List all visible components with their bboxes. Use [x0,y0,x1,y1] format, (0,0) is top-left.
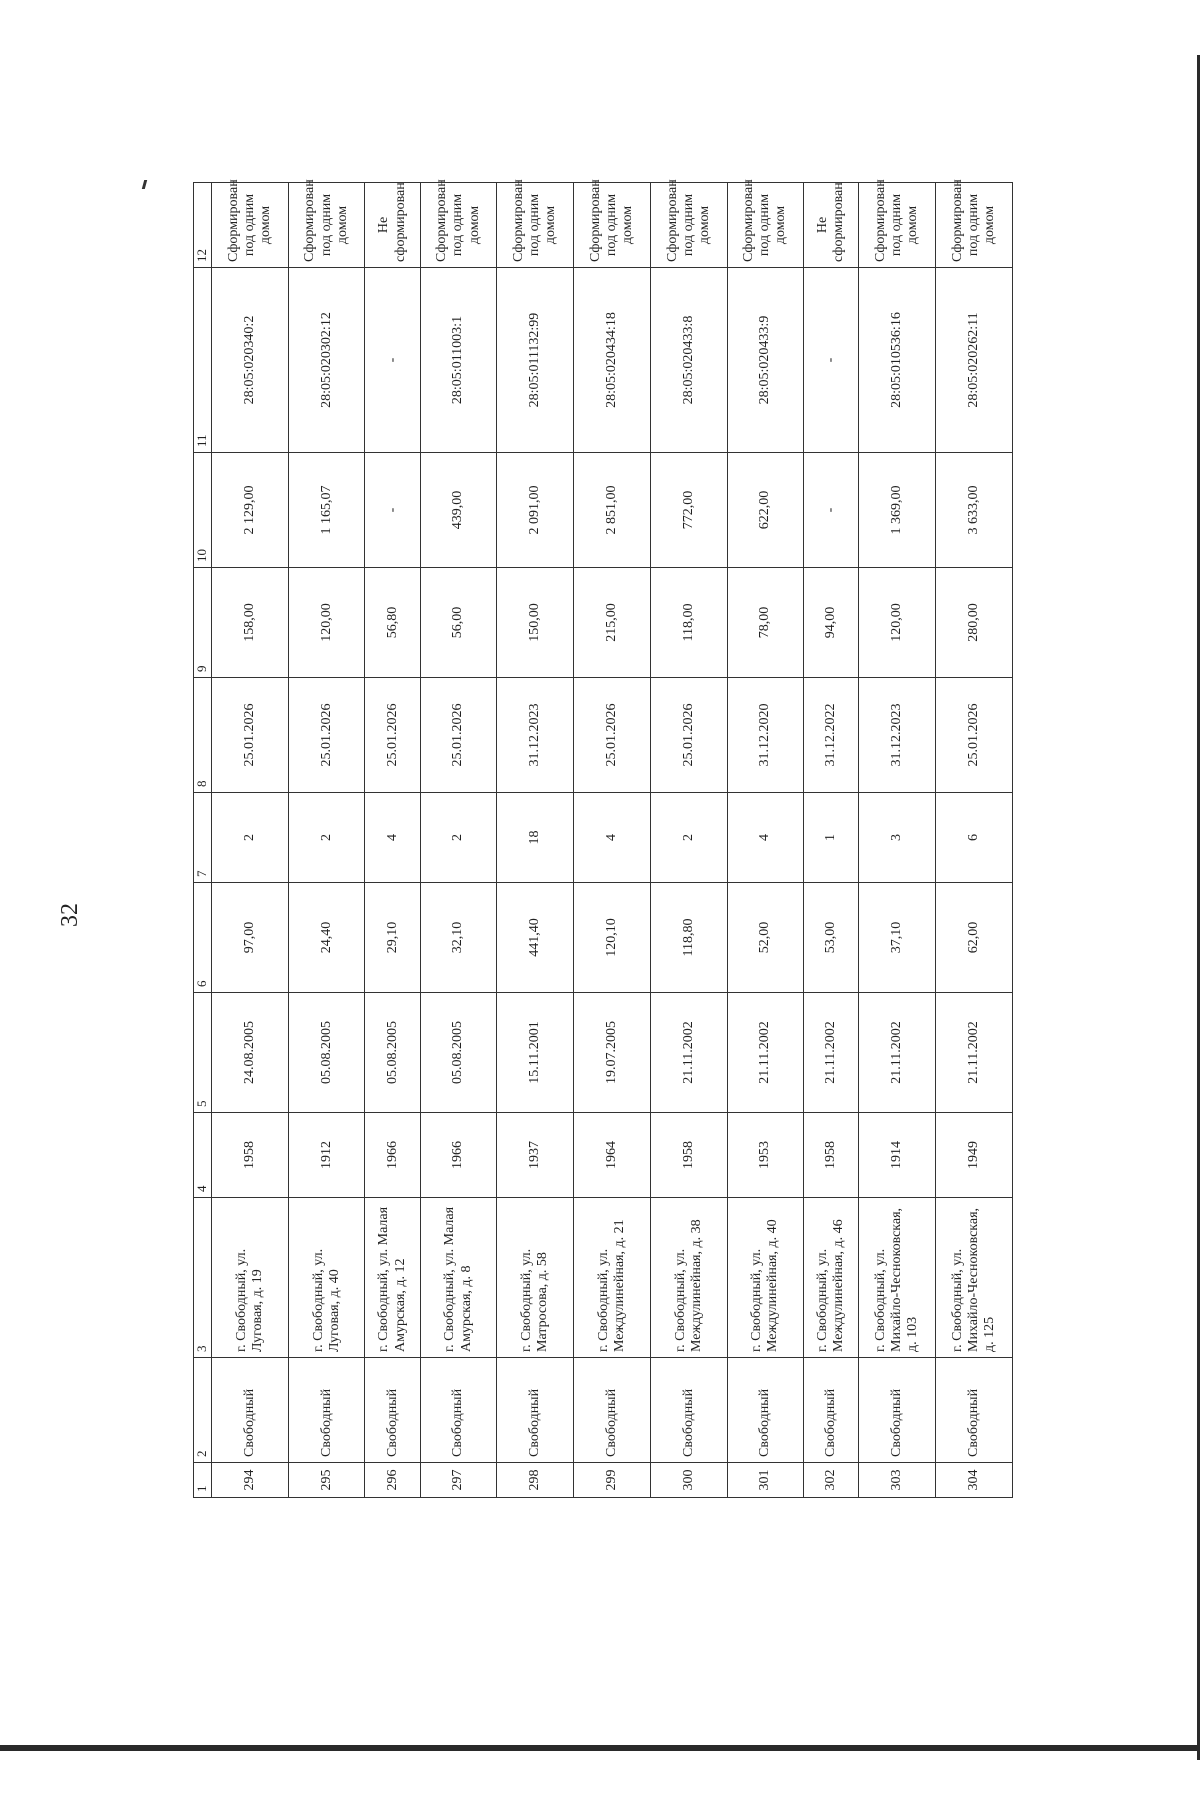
date-cell: 15.11.2001 [497,993,574,1113]
land-area-cell: - [804,453,859,568]
deadline-cell: 31.12.2022 [804,678,859,793]
year-built-cell: 1949 [936,1113,1013,1198]
row-number-cell: 298 [497,1463,574,1498]
status-cell: Сформирован под одним домом [936,183,1013,268]
address-cell: г. Свободный, ул. Междулинейная, д. 46 [804,1198,859,1358]
year-built-cell: 1937 [497,1113,574,1198]
scan-mark [142,180,147,189]
address-cell: г. Свободный, ул. Междулинейная, д. 21 [574,1198,651,1358]
column-number-cell: 8 [194,678,212,793]
residents-cell: 4 [574,793,651,883]
area-2-cell: 56,00 [420,568,497,678]
settlement-cell: Свободный [650,1358,727,1463]
settlement-cell: Свободный [497,1358,574,1463]
cadastral-number-cell: 28:05:020434:18 [574,268,651,453]
deadline-cell: 25.01.2026 [936,678,1013,793]
row-number-cell: 295 [288,1463,365,1498]
table-row [574,183,651,1498]
year-built-cell: 1964 [574,1113,651,1198]
status-cell: Сформирован под одним домом [420,183,497,268]
area-cell: 37,10 [859,883,936,993]
land-area-cell: 772,00 [650,453,727,568]
address-cell: г. Свободный, ул. Междулинейная, д. 38 [650,1198,727,1358]
settlement-cell: Свободный [804,1358,859,1463]
column-number-row [194,183,212,1498]
date-cell: 21.11.2002 [727,993,804,1113]
status-cell: Сформирован под одним домом [574,183,651,268]
year-built-cell: 1953 [727,1113,804,1198]
cadastral-number-cell: - [365,268,420,453]
status-cell: Сформирован под одним домом [859,183,936,268]
area-cell: 120,10 [574,883,651,993]
date-cell: 24.08.2005 [212,993,289,1113]
cadastral-number-cell: 28:05:010536:16 [859,268,936,453]
deadline-cell: 25.01.2026 [650,678,727,793]
area-2-cell: 118,00 [650,568,727,678]
row-number-cell: 294 [212,1463,289,1498]
area-cell: 32,10 [420,883,497,993]
deadline-cell: 25.01.2026 [365,678,420,793]
area-2-cell: 56,80 [365,568,420,678]
date-cell: 05.08.2005 [420,993,497,1113]
table-row [859,183,936,1498]
table-row [212,183,289,1498]
column-number-cell: 1 [194,1463,212,1498]
year-built-cell: 1958 [650,1113,727,1198]
date-cell: 05.08.2005 [365,993,420,1113]
land-area-cell: 3 633,00 [936,453,1013,568]
land-area-cell: 622,00 [727,453,804,568]
residents-cell: 2 [650,793,727,883]
deadline-cell: 25.01.2026 [288,678,365,793]
area-cell: 24,40 [288,883,365,993]
table-row [420,183,497,1498]
status-cell: Сформирован под одним домом [288,183,365,268]
table-row [288,183,365,1498]
table-row [936,183,1013,1498]
area-2-cell: 158,00 [212,568,289,678]
status-cell: Сформирован под одним домом [497,183,574,268]
land-area-cell: 1 369,00 [859,453,936,568]
deadline-cell: 31.12.2020 [727,678,804,793]
settlement-cell: Свободный [212,1358,289,1463]
address-cell: г. Свободный, ул. Михайло-Чесноковская, д. 103 [859,1198,936,1358]
settlement-cell: Свободный [936,1358,1013,1463]
deadline-cell: 25.01.2026 [574,678,651,793]
land-area-cell: 439,00 [420,453,497,568]
cadastral-number-cell: 28:05:020340:2 [212,268,289,453]
area-2-cell: 280,00 [936,568,1013,678]
date-cell: 21.11.2002 [859,993,936,1113]
year-built-cell: 1912 [288,1113,365,1198]
deadline-cell: 25.01.2026 [420,678,497,793]
column-number-cell: 4 [194,1113,212,1198]
year-built-cell: 1966 [365,1113,420,1198]
table-row [365,183,420,1498]
area-cell: 118,80 [650,883,727,993]
residents-cell: 6 [936,793,1013,883]
land-area-cell: - [365,453,420,568]
land-area-cell: 2 129,00 [212,453,289,568]
date-cell: 21.11.2002 [650,993,727,1113]
residents-cell: 18 [497,793,574,883]
settlement-cell: Свободный [859,1358,936,1463]
column-number-cell: 3 [194,1198,212,1358]
housing-registry-table [193,179,1013,1498]
year-built-cell: 1958 [804,1113,859,1198]
land-area-cell: 1 165,07 [288,453,365,568]
date-cell: 21.11.2002 [936,993,1013,1113]
area-2-cell: 150,00 [497,568,574,678]
area-cell: 62,00 [936,883,1013,993]
area-2-cell: 215,00 [574,568,651,678]
residents-cell: 4 [365,793,420,883]
table-row [497,183,574,1498]
cadastral-number-cell: 28:05:020433:9 [727,268,804,453]
column-number-cell: 7 [194,793,212,883]
page-edge-bottom [0,1745,1200,1751]
date-cell: 05.08.2005 [288,993,365,1113]
residents-cell: 2 [288,793,365,883]
status-cell: Не сформирован [804,183,859,268]
row-number-cell: 300 [650,1463,727,1498]
settlement-cell: Свободный [420,1358,497,1463]
column-number-cell: 6 [194,883,212,993]
row-number-cell: 299 [574,1463,651,1498]
cadastral-number-cell: 28:05:011132:99 [497,268,574,453]
cadastral-number-cell: - [804,268,859,453]
column-number-cell: 11 [194,268,212,453]
year-built-cell: 1914 [859,1113,936,1198]
row-number-cell: 296 [365,1463,420,1498]
table-row [727,183,804,1498]
deadline-cell: 25.01.2026 [212,678,289,793]
status-cell: Не сформирован [365,183,420,268]
area-cell: 52,00 [727,883,804,993]
year-built-cell: 1958 [212,1113,289,1198]
row-number-cell: 304 [936,1463,1013,1498]
address-cell: г. Свободный, ул. Малая Амурская, д. 8 [420,1198,497,1358]
column-number-cell: 2 [194,1358,212,1463]
address-cell: г. Свободный, ул. Малая Амурская, д. 12 [365,1198,420,1358]
cadastral-number-cell: 28:05:020302:12 [288,268,365,453]
settlement-cell: Свободный [288,1358,365,1463]
table-body [194,179,1013,1498]
row-number-cell: 297 [420,1463,497,1498]
address-cell: г. Свободный, ул. Матросова, д. 58 [497,1198,574,1358]
residents-cell: 3 [859,793,936,883]
address-cell: г. Свободный, ул. Междулинейная, д. 40 [727,1198,804,1358]
date-cell: 21.11.2002 [804,993,859,1113]
table-row [804,183,859,1498]
residents-cell: 1 [804,793,859,883]
area-cell: 97,00 [212,883,289,993]
cadastral-number-cell: 28:05:020262:11 [936,268,1013,453]
residents-cell: 4 [727,793,804,883]
area-cell: 53,00 [804,883,859,993]
rotated-table-container [193,179,1013,1498]
residents-cell: 2 [420,793,497,883]
address-cell: г. Свободный, ул. Луговая, д. 40 [288,1198,365,1358]
status-cell: Сформирован под одним домом [727,183,804,268]
year-built-cell: 1966 [420,1113,497,1198]
address-cell: г. Свободный, ул. Луговая, д. 19 [212,1198,289,1358]
cadastral-number-cell: 28:05:011003:1 [420,268,497,453]
area-2-cell: 120,00 [859,568,936,678]
column-number-cell: 12 [194,183,212,268]
area-2-cell: 78,00 [727,568,804,678]
residents-cell: 2 [212,793,289,883]
land-area-cell: 2 091,00 [497,453,574,568]
area-cell: 29,10 [365,883,420,993]
area-2-cell: 94,00 [804,568,859,678]
status-cell: Сформирован под одним домом [650,183,727,268]
column-number-cell: 5 [194,993,212,1113]
cadastral-number-cell: 28:05:020433:8 [650,268,727,453]
settlement-cell: Свободный [574,1358,651,1463]
table-row [650,183,727,1498]
row-number-cell: 302 [804,1463,859,1498]
settlement-cell: Свободный [727,1358,804,1463]
column-number-cell: 10 [194,453,212,568]
deadline-cell: 31.12.2023 [859,678,936,793]
row-number-cell: 301 [727,1463,804,1498]
area-2-cell: 120,00 [288,568,365,678]
row-number-cell: 303 [859,1463,936,1498]
settlement-cell: Свободный [365,1358,420,1463]
deadline-cell: 31.12.2023 [497,678,574,793]
area-cell: 441,40 [497,883,574,993]
column-number-cell: 9 [194,568,212,678]
land-area-cell: 2 851,00 [574,453,651,568]
date-cell: 19.07.2005 [574,993,651,1113]
page-number: 32 [57,903,83,927]
address-cell: г. Свободный, ул. Михайло-Чесноковская, д. 125 [936,1198,1013,1358]
status-cell: Сформирован под одним домом [212,183,289,268]
